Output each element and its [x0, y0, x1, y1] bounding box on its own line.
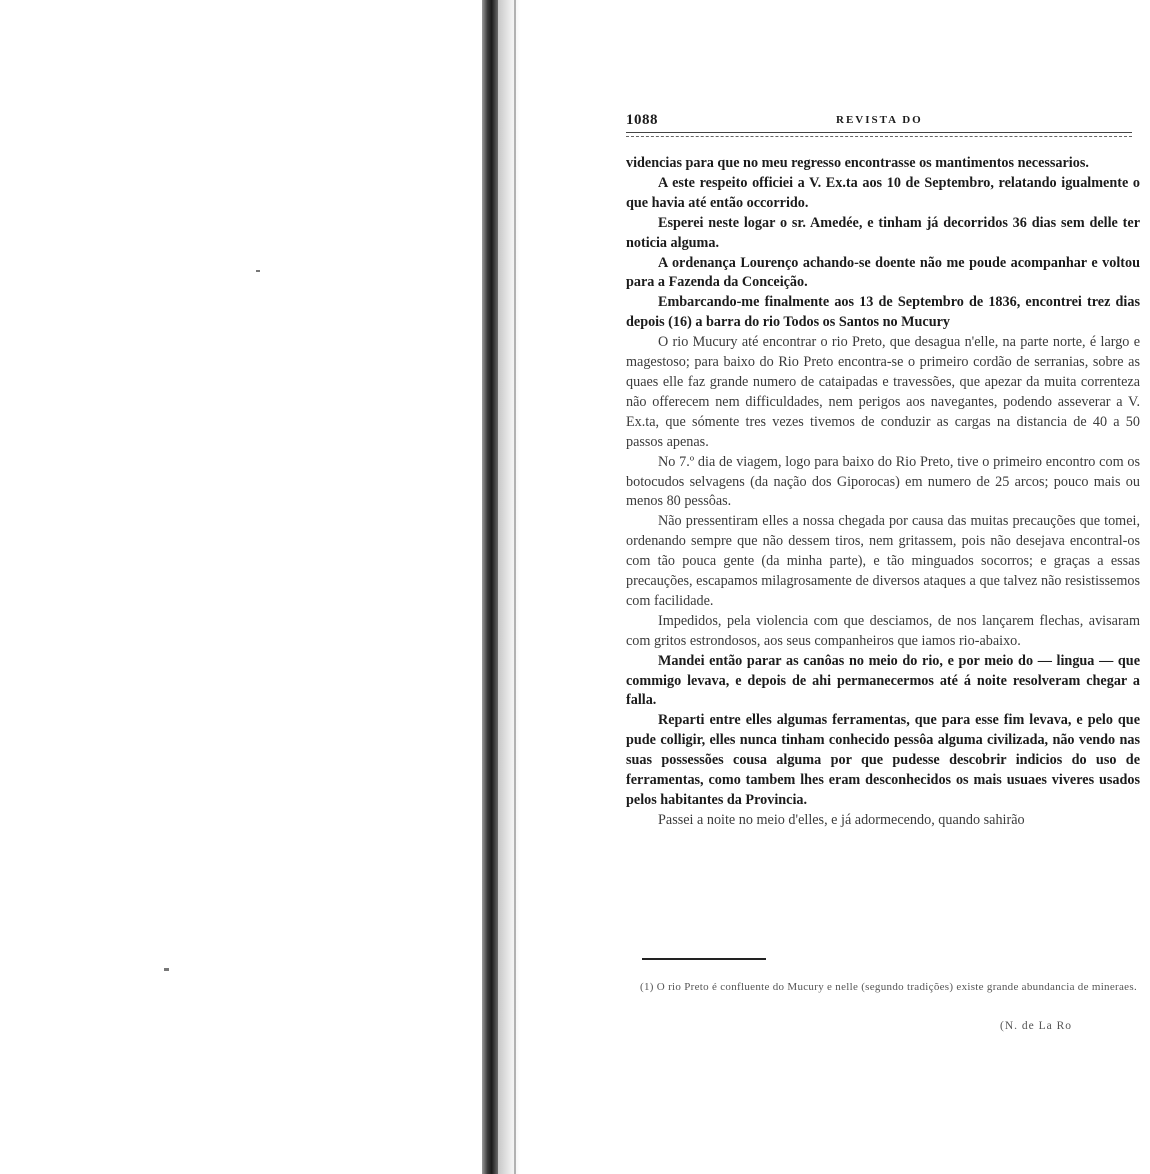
footnote-signature: (N. de La Ro — [1000, 1020, 1073, 1032]
header-rule — [626, 132, 1132, 137]
running-head: REVISTA DO — [836, 114, 923, 126]
paragraph: videncias para que no meu regresso encontrasse os mantimentos necessarios. — [626, 155, 1089, 171]
paragraph: No 7.º dia de viagem, logo para baixo do Rio Preto, tive o primeiro encontro com os botocudos selvagens (da nação dos Giporocas) em numero de 25 arcos; pouco mais ou menos 80 pessôas. — [626, 453, 1140, 510]
footnote-rule — [642, 958, 766, 960]
scan-speck — [256, 270, 260, 272]
paragraph: Impedidos, pela violencia com que desciamos, de nos lançarem flechas, avisaram com gritos estrondosos, aos seus companheiros que iamos rio-abaixo. — [626, 612, 1140, 649]
paragraph: Passei a noite no meio d'elles, e já adormecendo, quando sahirão — [658, 811, 1025, 828]
paragraph: A este respeito officiei a V. Ex.ta aos 10 de Septembro, relatando igualmente o que havia até então occorrido. — [626, 174, 1140, 211]
document-page — [520, 0, 1150, 1174]
body-text — [626, 154, 1140, 831]
footnote: (1) O rio Preto é confluente do Mucury e nelle (segundo tradições) existe grande abundancia de mineraes. — [640, 981, 1137, 993]
paragraph: A ordenança Lourenço achando-se doente não me poude acompanhar e voltou para a Fazenda da Conceição. — [626, 254, 1140, 291]
paragraph: Embarcando-me finalmente aos 13 de Septembro de 1836, encontrei trez dias depois (16) a barra do rio Todos os Santos no Mucury — [626, 294, 1140, 331]
page-number: 1088 — [626, 112, 658, 128]
gutter-shadow — [498, 0, 520, 1174]
paragraph: Não pressentiram elles a nossa chegada por causa das muitas precauções que tomei, ordenando sempre que não dessem tiros, nem gritassem, pois não desejava encontral-os com tão pouca gente (da minha parte), e tão minguados socorros; e graças a essas precauções, escapamos milagrosamente de diversos ataques a que talvez não resistissemos com facilidade. — [626, 513, 1140, 609]
book-spine-gutter — [482, 0, 498, 1174]
scan-speck — [164, 968, 169, 971]
gutter-edge-line — [514, 0, 516, 1174]
paragraph: Mandei então parar as canôas no meio do rio, e por meio do — lingua — que commigo levava, e depois de ahi permanecermos até á noite resolveram chegar a falla. — [626, 652, 1140, 709]
page-header — [626, 112, 1132, 132]
paragraph: Esperei neste logar o sr. Amedée, e tinham já decorridos 36 dias sem delle ter noticia alguma. — [626, 214, 1140, 251]
paragraph: O rio Mucury até encontrar o rio Preto, que desagua n'elle, na parte norte, é largo e magestoso; para baixo do Rio Preto encontra-se o primeiro cordão de serranias, sobre as quaes elle faz grande numero de cataipadas e travessões, que apezar da muita correnteza não offerecem nem difficuldades, nem perigos aos navegantes, podendo asseverar a V. Ex.ta, que sómente tres vezes tivemos de conduzir as cargas na distancia de 40 a 50 passos apenas. — [626, 334, 1140, 450]
paragraph: Reparti entre elles algumas ferramentas, que para esse fim levava, e pelo que pude colligir, elles nunca tinham conhecido pessôa alguma civilizada, não vendo nas suas possessões cousa alguma por que pudesse descobrir indicios do uso de ferramentas, como tambem lhes eram desconhecidos os mais usuaes viveres usados pelos habitantes da Provincia. — [626, 712, 1140, 808]
blank-facing-page — [0, 0, 480, 1174]
